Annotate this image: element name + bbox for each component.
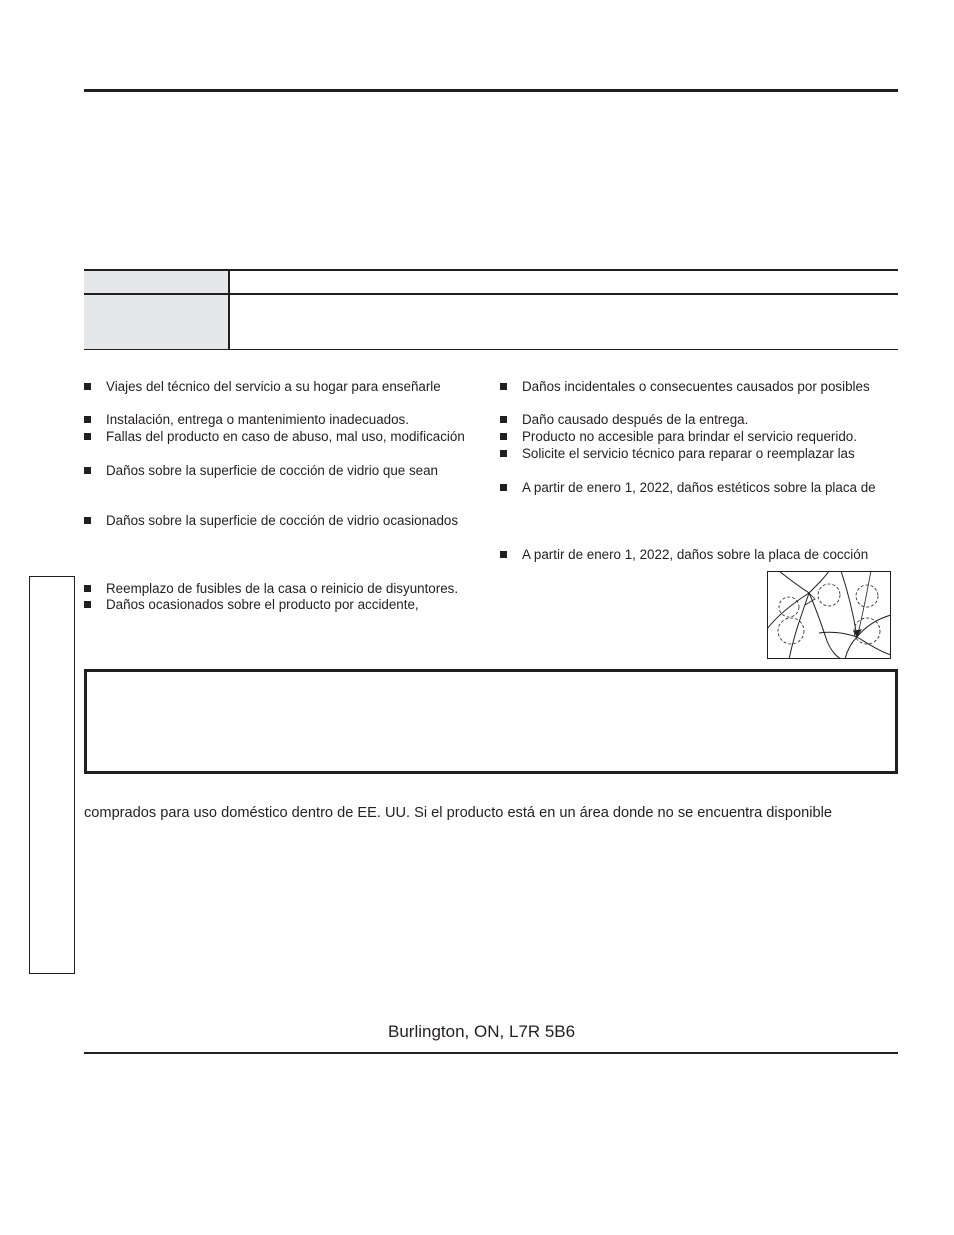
mailing-address: Burlington, ON, L7R 5B6 xyxy=(388,1022,576,1041)
bullet-square-icon xyxy=(500,433,507,440)
table-body-cell xyxy=(84,295,228,350)
bullet-square-icon xyxy=(84,585,91,592)
bullet-square-icon xyxy=(84,383,91,390)
bullet-square-icon xyxy=(500,416,507,423)
top-rule xyxy=(84,89,898,92)
notice-box xyxy=(84,669,898,774)
table-header-cell xyxy=(84,271,228,293)
bullet-square-icon xyxy=(84,416,91,423)
bullet-square-icon xyxy=(84,433,91,440)
bullet-square-icon xyxy=(84,517,91,524)
bullet-square-icon xyxy=(500,383,507,390)
bullet-square-icon xyxy=(500,450,507,457)
bottom-rule xyxy=(84,1052,898,1054)
bullet-square-icon xyxy=(84,467,91,474)
side-tab-box xyxy=(29,576,75,974)
table-column-divider xyxy=(228,269,230,350)
bullet-square-icon xyxy=(500,484,507,491)
bullet-square-icon xyxy=(500,551,507,558)
cracked-glass-icon xyxy=(767,571,891,659)
table-bottom-rule xyxy=(84,349,898,350)
body-paragraph: comprados para uso doméstico dentro de EE. UU. Si el producto está en un área donde no se encuentra disponible xyxy=(84,805,832,821)
bullet-square-icon xyxy=(84,601,91,608)
